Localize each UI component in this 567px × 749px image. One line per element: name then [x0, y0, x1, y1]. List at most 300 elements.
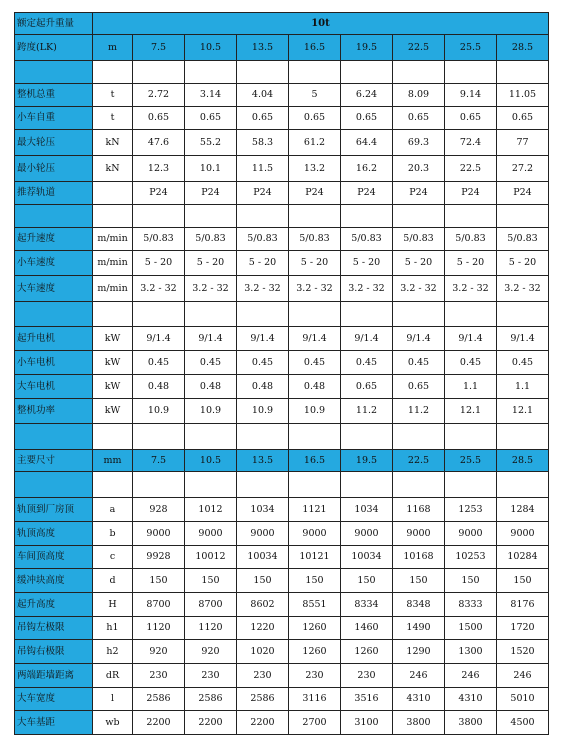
value-cell — [497, 61, 549, 84]
table-row — [15, 569, 549, 593]
spacer-row — [15, 302, 549, 327]
value-cell: 55.2 — [185, 130, 237, 156]
value-cell: 4.04 — [237, 84, 289, 107]
value-cell: 5 - 20 — [341, 251, 393, 276]
value-cell: 2.72 — [133, 84, 185, 107]
section-header-row — [15, 450, 549, 472]
value-cell: 3.14 — [185, 84, 237, 107]
value-cell: 3.2 - 32 — [237, 276, 289, 302]
value-cell: 1034 — [341, 498, 393, 522]
value-cell: 22.5 — [445, 156, 497, 182]
value-cell: 9/1.4 — [133, 327, 185, 351]
value-cell: 10034 — [341, 546, 393, 569]
value-cell: 0.65 — [133, 107, 185, 130]
value-cell: 9.14 — [445, 84, 497, 107]
value-cell: 2586 — [185, 688, 237, 711]
value-cell: 7.5 — [133, 35, 185, 61]
table-row — [15, 546, 549, 569]
table-row — [15, 375, 549, 399]
value-cell — [289, 472, 341, 498]
value-cell: P24 — [341, 182, 393, 205]
value-cell: 9/1.4 — [185, 327, 237, 351]
value-cell: 928 — [133, 498, 185, 522]
value-cell — [341, 302, 393, 327]
value-cell: 1.1 — [445, 375, 497, 399]
value-cell: 7.5 — [133, 450, 185, 472]
value-cell: 1120 — [185, 617, 237, 640]
value-cell: 0.45 — [445, 351, 497, 375]
unit-cell: c — [93, 546, 133, 569]
table-row — [15, 593, 549, 617]
value-cell: 1460 — [341, 617, 393, 640]
value-cell: 3800 — [393, 711, 445, 735]
value-cell: 9/1.4 — [497, 327, 549, 351]
row-label: 跨度(LK) — [15, 35, 93, 61]
value-cell: 230 — [237, 664, 289, 688]
value-cell: P24 — [497, 182, 549, 205]
value-cell: 1168 — [393, 498, 445, 522]
value-cell: 4310 — [393, 688, 445, 711]
value-cell: 19.5 — [341, 35, 393, 61]
table-row — [15, 130, 549, 156]
table-row — [15, 522, 549, 546]
spacer-row — [15, 424, 549, 450]
value-cell: 9000 — [341, 522, 393, 546]
value-cell: 0.65 — [289, 107, 341, 130]
row-label: 大车基距 — [15, 711, 93, 735]
value-cell: 10.5 — [185, 450, 237, 472]
unit-cell: h2 — [93, 640, 133, 664]
unit-cell — [93, 182, 133, 205]
value-cell: 230 — [341, 664, 393, 688]
row-label: 整机总重 — [15, 84, 93, 107]
value-cell: 47.6 — [133, 130, 185, 156]
unit-cell — [93, 205, 133, 228]
value-cell: 1120 — [133, 617, 185, 640]
value-cell: 8334 — [341, 593, 393, 617]
value-cell: 3.2 - 32 — [445, 276, 497, 302]
value-cell: 9/1.4 — [341, 327, 393, 351]
value-cell: 9000 — [393, 522, 445, 546]
value-cell: 9000 — [497, 522, 549, 546]
row-label: 轨顶高度 — [15, 522, 93, 546]
value-cell: 5/0.83 — [133, 228, 185, 251]
value-cell: 16.2 — [341, 156, 393, 182]
value-cell — [237, 61, 289, 84]
value-cell: 1720 — [497, 617, 549, 640]
section-header-row — [15, 35, 549, 61]
value-cell: 5 - 20 — [237, 251, 289, 276]
spacer-label-cell — [15, 61, 93, 84]
value-cell: 10253 — [445, 546, 497, 569]
value-cell: 3.2 - 32 — [341, 276, 393, 302]
value-cell: 22.5 — [393, 35, 445, 61]
value-cell: P24 — [445, 182, 497, 205]
spacer-row — [15, 205, 549, 228]
value-cell: 150 — [497, 569, 549, 593]
value-cell: 150 — [393, 569, 445, 593]
value-cell: 246 — [393, 664, 445, 688]
row-label: 两端距墙距离 — [15, 664, 93, 688]
row-label: 大车速度 — [15, 276, 93, 302]
row-label: 整机功率 — [15, 399, 93, 424]
value-cell: 11.05 — [497, 84, 549, 107]
capacity-row — [15, 13, 549, 35]
value-cell: 230 — [133, 664, 185, 688]
value-cell: 150 — [237, 569, 289, 593]
value-cell: 2586 — [237, 688, 289, 711]
value-cell: 11.2 — [341, 399, 393, 424]
value-cell: 5 - 20 — [445, 251, 497, 276]
table-row — [15, 182, 549, 205]
value-cell: P24 — [237, 182, 289, 205]
row-label: 车间顶高度 — [15, 546, 93, 569]
value-cell: 1260 — [289, 617, 341, 640]
unit-cell: kW — [93, 375, 133, 399]
value-cell — [133, 61, 185, 84]
value-cell: 9000 — [185, 522, 237, 546]
value-cell — [445, 472, 497, 498]
value-cell: 2586 — [133, 688, 185, 711]
value-cell: 10034 — [237, 546, 289, 569]
table-row — [15, 276, 549, 302]
value-cell: 9/1.4 — [289, 327, 341, 351]
value-cell: 5 - 20 — [133, 251, 185, 276]
value-cell: 13.2 — [289, 156, 341, 182]
value-cell — [289, 424, 341, 450]
value-cell: 150 — [133, 569, 185, 593]
value-cell: 0.65 — [393, 375, 445, 399]
value-cell — [133, 302, 185, 327]
value-cell: 9000 — [289, 522, 341, 546]
value-cell: 246 — [445, 664, 497, 688]
value-cell: 10121 — [289, 546, 341, 569]
value-cell: 0.48 — [289, 375, 341, 399]
value-cell: 9/1.4 — [445, 327, 497, 351]
row-label: 小车自重 — [15, 107, 93, 130]
value-cell: 3800 — [445, 711, 497, 735]
table-row — [15, 327, 549, 351]
value-cell: 2700 — [289, 711, 341, 735]
value-cell: 1020 — [237, 640, 289, 664]
row-label: 起升高度 — [15, 593, 93, 617]
value-cell: 0.65 — [237, 107, 289, 130]
value-cell: 5 — [289, 84, 341, 107]
unit-cell: d — [93, 569, 133, 593]
value-cell: 10.9 — [133, 399, 185, 424]
value-cell: 58.3 — [237, 130, 289, 156]
value-cell — [289, 302, 341, 327]
value-cell: 12.3 — [133, 156, 185, 182]
unit-cell: m/min — [93, 228, 133, 251]
table-row — [15, 156, 549, 182]
value-cell: 10.1 — [185, 156, 237, 182]
value-cell: 64.4 — [341, 130, 393, 156]
value-cell: 3116 — [289, 688, 341, 711]
spacer-label-cell — [15, 302, 93, 327]
value-cell: 5/0.83 — [185, 228, 237, 251]
table-row — [15, 640, 549, 664]
value-cell: 8348 — [393, 593, 445, 617]
value-cell: 1260 — [341, 640, 393, 664]
value-cell — [393, 302, 445, 327]
value-cell: 11.5 — [237, 156, 289, 182]
value-cell: 3.2 - 32 — [133, 276, 185, 302]
row-label: 大车电机 — [15, 375, 93, 399]
unit-cell: kN — [93, 130, 133, 156]
value-cell — [393, 424, 445, 450]
value-cell: 5/0.83 — [445, 228, 497, 251]
crane-spec-table — [14, 12, 549, 735]
spacer-label-cell — [15, 424, 93, 450]
table-row — [15, 84, 549, 107]
value-cell: 25.5 — [445, 450, 497, 472]
value-cell: 0.45 — [133, 351, 185, 375]
value-cell: 230 — [185, 664, 237, 688]
row-label: 轨顶到厂房顶 — [15, 498, 93, 522]
value-cell: P24 — [185, 182, 237, 205]
value-cell — [445, 61, 497, 84]
value-cell — [341, 205, 393, 228]
value-cell — [289, 205, 341, 228]
value-cell: 5/0.83 — [341, 228, 393, 251]
value-cell: 9/1.4 — [237, 327, 289, 351]
value-cell: 1220 — [237, 617, 289, 640]
value-cell: 5/0.83 — [393, 228, 445, 251]
value-cell: 0.48 — [133, 375, 185, 399]
value-cell: 920 — [133, 640, 185, 664]
spacer-row — [15, 472, 549, 498]
value-cell: 246 — [497, 664, 549, 688]
value-cell — [237, 424, 289, 450]
unit-cell — [93, 302, 133, 327]
row-label: 起升速度 — [15, 228, 93, 251]
unit-cell: kW — [93, 327, 133, 351]
value-cell: 3.2 - 32 — [185, 276, 237, 302]
value-cell: 9/1.4 — [393, 327, 445, 351]
unit-cell: wb — [93, 711, 133, 735]
value-cell: 10.9 — [185, 399, 237, 424]
value-cell: 150 — [289, 569, 341, 593]
value-cell — [185, 61, 237, 84]
value-cell: 1121 — [289, 498, 341, 522]
value-cell: 5 - 20 — [185, 251, 237, 276]
value-cell — [237, 302, 289, 327]
unit-cell — [93, 424, 133, 450]
value-cell: 10.9 — [289, 399, 341, 424]
value-cell: 1500 — [445, 617, 497, 640]
value-cell: 6.24 — [341, 84, 393, 107]
value-cell: 4310 — [445, 688, 497, 711]
value-cell: 0.45 — [185, 351, 237, 375]
table-row — [15, 688, 549, 711]
row-label: 推荐轨道 — [15, 182, 93, 205]
value-cell: 5 - 20 — [393, 251, 445, 276]
table-row — [15, 228, 549, 251]
value-cell: 10168 — [393, 546, 445, 569]
unit-cell: a — [93, 498, 133, 522]
value-cell: 72.4 — [445, 130, 497, 156]
value-cell: 10284 — [497, 546, 549, 569]
unit-cell: kW — [93, 399, 133, 424]
row-label: 小车速度 — [15, 251, 93, 276]
value-cell — [341, 424, 393, 450]
value-cell: 5 - 20 — [289, 251, 341, 276]
capacity-label: 额定起升重量 — [15, 13, 93, 35]
value-cell: 27.2 — [497, 156, 549, 182]
value-cell: 9000 — [133, 522, 185, 546]
unit-cell: dR — [93, 664, 133, 688]
value-cell: 8700 — [185, 593, 237, 617]
value-cell: 12.1 — [445, 399, 497, 424]
unit-cell — [93, 61, 133, 84]
value-cell: 0.65 — [341, 375, 393, 399]
unit-cell: t — [93, 84, 133, 107]
value-cell: 920 — [185, 640, 237, 664]
value-cell: 13.5 — [237, 450, 289, 472]
table-row — [15, 711, 549, 735]
value-cell: 1253 — [445, 498, 497, 522]
value-cell — [445, 205, 497, 228]
value-cell: 150 — [341, 569, 393, 593]
value-cell: 2200 — [133, 711, 185, 735]
table-row — [15, 617, 549, 640]
spacer-row — [15, 61, 549, 84]
value-cell — [445, 302, 497, 327]
table-row — [15, 251, 549, 276]
value-cell: 0.65 — [341, 107, 393, 130]
value-cell: 8333 — [445, 593, 497, 617]
value-cell: 0.45 — [289, 351, 341, 375]
row-label: 起升电机 — [15, 327, 93, 351]
value-cell — [289, 61, 341, 84]
value-cell: 230 — [289, 664, 341, 688]
unit-cell: kW — [93, 351, 133, 375]
value-cell: 28.5 — [497, 450, 549, 472]
value-cell: 3.2 - 32 — [497, 276, 549, 302]
table-row — [15, 351, 549, 375]
unit-cell: kN — [93, 156, 133, 182]
value-cell — [393, 61, 445, 84]
value-cell: 69.3 — [393, 130, 445, 156]
value-cell — [133, 472, 185, 498]
unit-cell: m/min — [93, 276, 133, 302]
value-cell: 77 — [497, 130, 549, 156]
value-cell: 2200 — [185, 711, 237, 735]
value-cell: 3100 — [341, 711, 393, 735]
value-cell: 5 - 20 — [497, 251, 549, 276]
value-cell: 2200 — [237, 711, 289, 735]
row-label: 缓冲块高度 — [15, 569, 93, 593]
value-cell: 1284 — [497, 498, 549, 522]
value-cell — [393, 205, 445, 228]
value-cell: 8.09 — [393, 84, 445, 107]
value-cell: 1490 — [393, 617, 445, 640]
value-cell — [393, 472, 445, 498]
value-cell: 10.5 — [185, 35, 237, 61]
value-cell: 19.5 — [341, 450, 393, 472]
spacer-label-cell — [15, 472, 93, 498]
value-cell: 8176 — [497, 593, 549, 617]
value-cell: 1034 — [237, 498, 289, 522]
value-cell: 9000 — [445, 522, 497, 546]
value-cell — [133, 424, 185, 450]
unit-cell: H — [93, 593, 133, 617]
value-cell — [185, 472, 237, 498]
value-cell: 11.2 — [393, 399, 445, 424]
value-cell: 0.65 — [445, 107, 497, 130]
value-cell: 9928 — [133, 546, 185, 569]
value-cell: 0.48 — [237, 375, 289, 399]
unit-cell: mm — [93, 450, 133, 472]
unit-cell: m — [93, 35, 133, 61]
value-cell — [237, 472, 289, 498]
value-cell: 20.3 — [393, 156, 445, 182]
value-cell: 25.5 — [445, 35, 497, 61]
unit-cell: b — [93, 522, 133, 546]
value-cell: 0.65 — [185, 107, 237, 130]
row-label: 最小轮压 — [15, 156, 93, 182]
table-row — [15, 107, 549, 130]
row-label: 吊钩右极限 — [15, 640, 93, 664]
value-cell: 8602 — [237, 593, 289, 617]
value-cell: 0.65 — [393, 107, 445, 130]
value-cell: P24 — [133, 182, 185, 205]
value-cell: 28.5 — [497, 35, 549, 61]
value-cell: 1520 — [497, 640, 549, 664]
value-cell — [185, 302, 237, 327]
value-cell: 9000 — [237, 522, 289, 546]
unit-cell: h1 — [93, 617, 133, 640]
value-cell: 1290 — [393, 640, 445, 664]
value-cell: 5/0.83 — [497, 228, 549, 251]
value-cell: 1300 — [445, 640, 497, 664]
value-cell: 16.5 — [289, 35, 341, 61]
value-cell: P24 — [393, 182, 445, 205]
value-cell — [185, 205, 237, 228]
value-cell: 5/0.83 — [237, 228, 289, 251]
value-cell: 12.1 — [497, 399, 549, 424]
value-cell: 3.2 - 32 — [289, 276, 341, 302]
value-cell — [445, 424, 497, 450]
value-cell: 13.5 — [237, 35, 289, 61]
value-cell — [497, 472, 549, 498]
value-cell: 0.45 — [237, 351, 289, 375]
value-cell — [237, 205, 289, 228]
table-row — [15, 664, 549, 688]
value-cell: 10012 — [185, 546, 237, 569]
value-cell: 150 — [185, 569, 237, 593]
value-cell — [497, 302, 549, 327]
unit-cell: l — [93, 688, 133, 711]
value-cell: 4500 — [497, 711, 549, 735]
value-cell — [185, 424, 237, 450]
value-cell: P24 — [289, 182, 341, 205]
value-cell: 150 — [445, 569, 497, 593]
table-row — [15, 498, 549, 522]
value-cell: 8551 — [289, 593, 341, 617]
unit-cell: m/min — [93, 251, 133, 276]
value-cell: 22.5 — [393, 450, 445, 472]
value-cell — [497, 424, 549, 450]
value-cell: 1.1 — [497, 375, 549, 399]
value-cell: 0.65 — [497, 107, 549, 130]
value-cell: 1260 — [289, 640, 341, 664]
value-cell: 3.2 - 32 — [393, 276, 445, 302]
row-label: 大车宽度 — [15, 688, 93, 711]
value-cell — [341, 472, 393, 498]
value-cell: 0.45 — [497, 351, 549, 375]
